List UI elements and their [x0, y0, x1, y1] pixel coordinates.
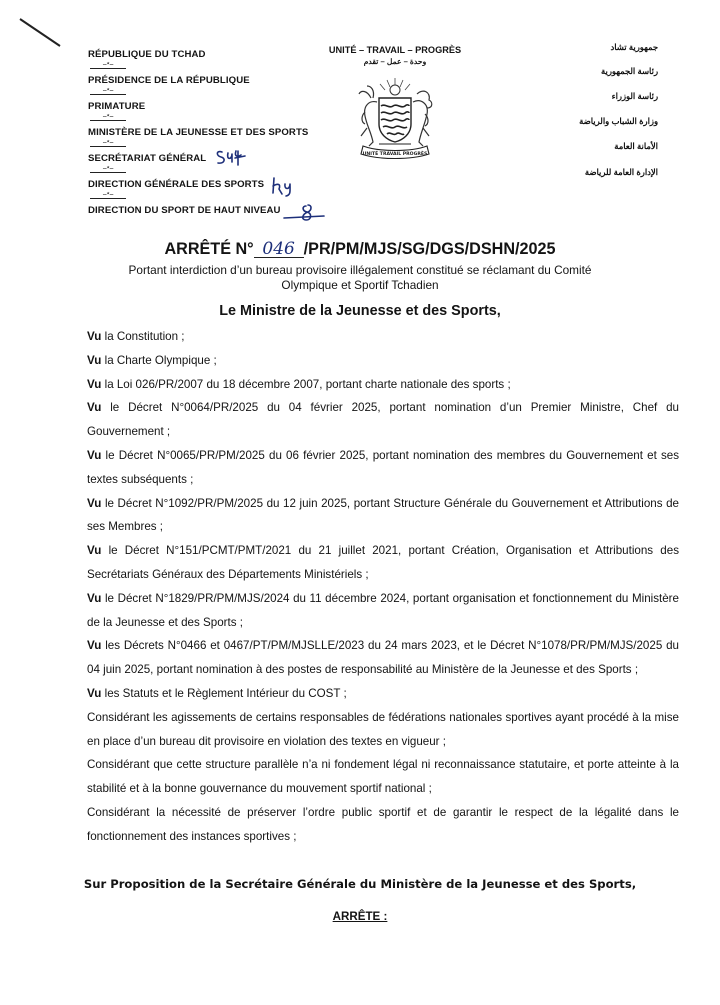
header-ar-republic: جمهورية تشاد: [610, 42, 658, 52]
recital-paragraph: Vu la Loi 026/PR/2007 du 18 décembre 2007, portant charte nationale des sports ;: [87, 377, 511, 391]
header-presidency: PRÉSIDENCE DE LA RÉPUBLIQUE: [88, 75, 250, 86]
decree-title-suffix: /PR/PM/MJS/SG/DGS/DSHN/2025: [303, 240, 556, 258]
header-ar-ministry: وزارة الشباب والرياضة: [579, 116, 658, 126]
recital-paragraph: Vu les Statuts et le Règlement Intérieur du COST ;: [87, 686, 347, 700]
header-separator: ــ٭ــ: [88, 61, 328, 74]
recital-paragraph: Vu la Constitution ;: [87, 330, 185, 343]
arrete-heading: ARRÊTE :: [332, 910, 388, 923]
header-primature: PRIMATURE: [88, 101, 146, 112]
header-ar-secretariat: الأمانة العامة: [614, 141, 658, 151]
initials-signature-1: [214, 147, 248, 167]
recital-paragraph: Vu la Charte Olympique ;: [87, 353, 217, 367]
decree-body: [87, 325, 679, 849]
header-separator: ــ٭ــ: [88, 165, 328, 178]
emblem-ribbon-text: UNITÉ TRAVAIL PROGRÈS: [362, 152, 428, 157]
decree-title-prefix: ARRÊTÉ N°: [164, 240, 254, 258]
right-header-arabic: [508, 40, 658, 177]
header-direction-generale: DIRECTION GÉNÉRALE DES SPORTS: [88, 179, 265, 190]
recital-paragraph: Vu le Décret N°0064/PR/2025 du 04 février 2025, portant nomination d’un Premier Ministre, Chef du Gouvernement ;: [87, 401, 679, 439]
initials-signature-2: [268, 175, 304, 197]
header-secretariat: SECRÉTARIAT GÉNÉRAL: [88, 153, 207, 164]
considering-paragraph: Considérant que cette structure parallèle n’a ni fondement légal ni reconnaissance statutaire, et porte atteinte à la stabilité et à la bonne gouvernance du mouvement sportif national ;: [87, 758, 679, 796]
center-header: [320, 45, 470, 164]
recital-paragraph: Vu le Décret N°0065/PR/PM/2025 du 06 février 2025, portant nomination des membres du Gouvernement et ses textes subséquents ;: [87, 448, 679, 486]
header-ministry: MINISTÈRE DE LA JEUNESSE ET DES SPORTS: [88, 127, 309, 138]
decree-number-handwritten: 046: [254, 241, 304, 258]
header-separator: ــ٭ــ: [88, 191, 328, 204]
header-separator: ــ٭ــ: [88, 87, 328, 100]
header-separator: ــ٭ــ: [88, 139, 328, 152]
considering-paragraph: Considérant la nécessité de préserver l’ordre public sportif et de garantir le respect de la légalité dans le fonctionnement des instances sportives ;: [87, 805, 679, 843]
recital-paragraph: Vu le Décret N°1829/PR/PM/MJS/2024 du 11 décembre 2024, portant organisation et fonctionnement du Ministère de la Jeunesse et des Sports ;: [87, 591, 679, 629]
national-motto: UNITÉ – TRAVAIL – PROGRÈS: [328, 45, 462, 55]
recital-paragraph: Vu les Décrets N°0466 et 0467/PT/PM/MJSLLE/2023 du 24 mars 2023, et le Décret N°1078/PR/PM/MJS/2025 du 04 juin 2025, portant nomination à des postes de responsabilité au Ministère de la Jeunesse et des Sports ;: [87, 639, 679, 677]
recital-paragraph: Vu le Décret N°151/PCMT/PMT/2021 du 21 juillet 2021, portant Création, Organisation et Attributions des Secrétariats Généraux des Départements Ministériels ;: [87, 544, 679, 581]
proposal-line: Sur Proposition de la Secrétaire Générale du Ministère de la Jeunesse et des Sports,: [83, 877, 637, 891]
header-direction-haut-niveau: DIRECTION DU SPORT DE HAUT NIVEAU: [88, 205, 281, 216]
considering-paragraph: Considérant les agissements de certains responsables de fédérations nationales sportives ayant procédé à la mise en place d’un bureau dit provisoire en violation des textes en vigueur ;: [87, 710, 679, 748]
pen-stroke-mark: [18, 16, 64, 50]
decree-title: [0, 240, 720, 259]
header-ar-direction: الإدارة العامة للرياضة: [584, 167, 658, 177]
decree-subtitle: Portant interdiction d’un bureau provisoire illégalement constitué se réclamant du Comité Olympique et Sportif Tchadien: [128, 263, 592, 292]
recital-paragraph: Vu le Décret N°1092/PR/PM/2025 du 12 juin 2025, portant Structure Générale du Gouvernement et Attributions de ses Membres ;: [87, 496, 679, 534]
header-republic: RÉPUBLIQUE DU TCHAD: [88, 49, 206, 60]
initials-signature-3: [282, 200, 326, 224]
coat-of-arms-emblem: [349, 72, 441, 164]
header-separator: ــ٭ــ: [88, 113, 328, 126]
national-motto-arabic: وحدة – عمل – تقدم: [363, 57, 427, 66]
minister-heading: Le Ministre de la Jeunesse et des Sports,: [219, 303, 501, 319]
header-ar-presidency: رئاسة الجمهورية: [601, 66, 658, 76]
header-ar-primature: رئاسة الوزراء: [611, 91, 658, 101]
